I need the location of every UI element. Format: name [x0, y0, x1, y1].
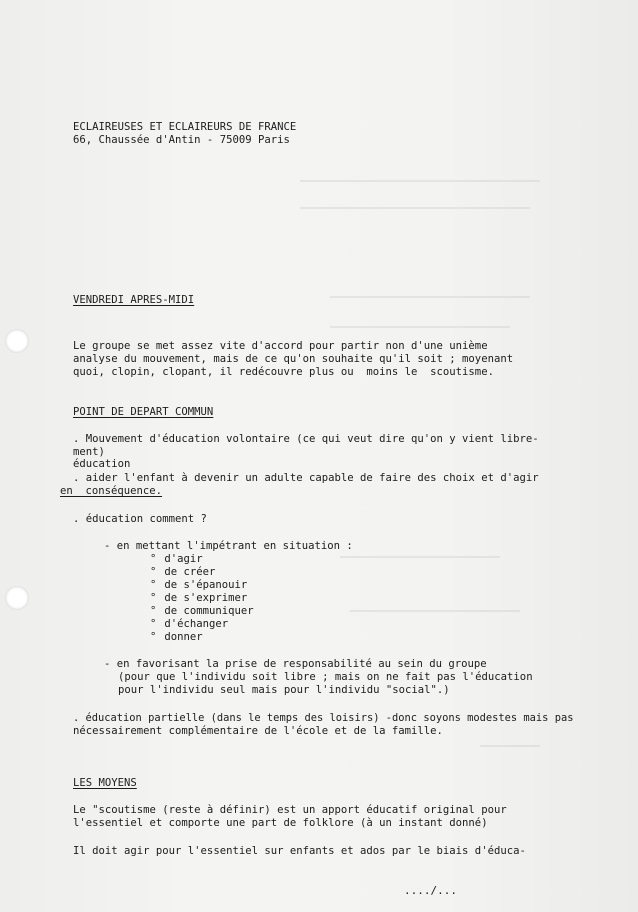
intro-line: Le groupe se met assez vite d'accord pour partir non d'une unième [73, 340, 488, 352]
show-through [480, 745, 540, 747]
show-through [340, 556, 500, 558]
show-through [350, 610, 520, 612]
punch-hole-top [5, 329, 29, 353]
verb-item: ° de communiquer [150, 605, 254, 617]
responsabilite-line: pour l'individu seul mais pour l'individu "social".) [118, 684, 450, 696]
education-comment: . éducation comment ? [73, 513, 207, 525]
punch-hole-bottom [5, 586, 29, 610]
body-line: . aider l'enfant à devenir un adulte capable de faire des choix et d'agir [73, 472, 539, 484]
show-through [330, 296, 530, 298]
verb-item: ° de s'exprimer [150, 592, 248, 604]
show-through [300, 207, 530, 209]
moyens-line: Le "scoutisme (reste à définir) est un apport éducatif original pour [73, 804, 507, 816]
body-line: . Mouvement d'éducation volontaire (ce qui veut dire qu'on y vient libre- [73, 433, 539, 445]
body-line: ment) [73, 446, 105, 458]
responsabilite-line: (pour que l'individu soit libre ; mais on ne fait pas l'éducation [118, 671, 533, 683]
intro-line: analyse du mouvement, mais de ce qu'on souhaite qu'il soit ; moyenant [73, 353, 514, 365]
moyens-line: l'essentiel et comporte une part de folklore (à un instant donné) [73, 817, 488, 829]
show-through [330, 326, 510, 328]
responsabilite-line: - en favorisant la prise de responsabilité au sein du groupe [104, 658, 487, 670]
verb-item: ° d'échanger [150, 618, 229, 630]
section-title-moyens: LES MOYENS [73, 777, 137, 789]
body-line-underlined: en conséquence. [60, 485, 163, 497]
page-continuation: ..../... [404, 884, 457, 897]
situation-line: - en mettant l'impétrant en situation : [104, 540, 353, 552]
intro-line: quoi, clopin, clopant, il redécouvre plus ou moins le scoutisme. [73, 366, 494, 378]
verb-item: ° donner [150, 631, 203, 643]
partielle-line: nécessairement complémentaire de l'école et de la famille. [73, 725, 443, 737]
body-line: éducation [73, 458, 131, 470]
section-title-point-depart: POINT DE DEPART COMMUN [73, 406, 214, 418]
partielle-line: . éducation partielle (dans le temps des loisirs) -donc soyons modestes mais pas [73, 712, 574, 724]
verb-item: ° de créer [150, 566, 216, 578]
session-title: VENDREDI APRES-MIDI [73, 294, 195, 306]
show-through [300, 180, 540, 182]
moyens-last-line: Il doit agir pour l'essentiel sur enfants et ados par le biais d'éduca- [73, 845, 526, 857]
header-address: 66, Chaussée d'Antin - 75009 Paris [73, 134, 290, 146]
verb-item: ° de s'épanouir [150, 579, 248, 591]
header-org: ECLAIREUSES ET ECLAIREURS DE FRANCE [73, 121, 297, 133]
verb-item: ° d'agir [150, 553, 203, 565]
